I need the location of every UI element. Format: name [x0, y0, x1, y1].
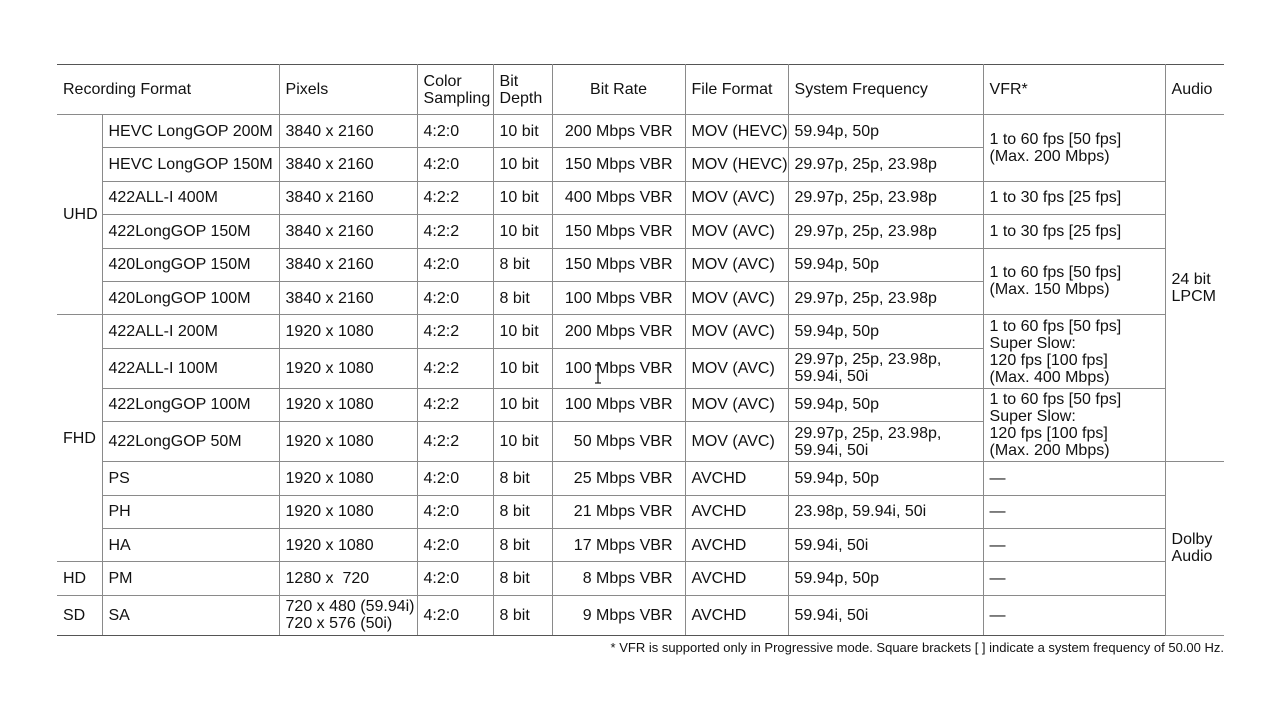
file-cell: MOV (AVC) — [685, 422, 788, 462]
sampling-cell: 4:2:2 — [417, 315, 493, 348]
file-cell: MOV (AVC) — [685, 388, 788, 421]
format-cell: 422ALL-I 400M — [102, 181, 279, 214]
depth-cell: 10 bit — [493, 388, 552, 421]
sampling-cell: 4:2:2 — [417, 348, 493, 388]
freq-cell: 29.97p, 25p, 23.98p, 59.94i, 50i — [788, 348, 983, 388]
freq-cell: 59.94p, 50p — [788, 388, 983, 421]
file-cell: MOV (AVC) — [685, 281, 788, 314]
rate-cell: 21 Mbps VBR — [552, 495, 685, 528]
file-cell: MOV (HEVC) — [685, 148, 788, 181]
rate-cell: 200 Mbps VBR — [552, 115, 685, 148]
audio-cell-dolby: Dolby Audio — [1165, 462, 1224, 636]
file-cell: MOV (AVC) — [685, 181, 788, 214]
file-cell: AVCHD — [685, 562, 788, 595]
vfr-cell: — — [983, 528, 1165, 561]
table-row — [57, 495, 1224, 528]
rate-cell: 17 Mbps VBR — [552, 528, 685, 561]
table-row — [57, 528, 1224, 561]
pixels-cell: 1920 x 1080 — [279, 388, 417, 421]
freq-cell: 59.94p, 50p — [788, 462, 983, 495]
depth-cell: 10 bit — [493, 422, 552, 462]
format-cell: HEVC LongGOP 150M — [102, 148, 279, 181]
freq-cell: 23.98p, 59.94i, 50i — [788, 495, 983, 528]
freq-cell: 59.94p, 50p — [788, 562, 983, 595]
depth-cell: 10 bit — [493, 315, 552, 348]
freq-cell: 29.97p, 25p, 23.98p — [788, 281, 983, 314]
table-row — [57, 115, 1224, 148]
header-system-frequency: System Frequency — [788, 65, 983, 115]
audio-cell-lpcm: 24 bit LPCM — [1165, 115, 1224, 462]
file-cell: AVCHD — [685, 495, 788, 528]
table-row — [57, 248, 1224, 281]
format-cell: 422ALL-I 100M — [102, 348, 279, 388]
sampling-cell: 4:2:0 — [417, 248, 493, 281]
depth-cell: 8 bit — [493, 562, 552, 595]
depth-cell: 8 bit — [493, 495, 552, 528]
depth-cell: 10 bit — [493, 215, 552, 248]
header-bit-depth: Bit Depth — [493, 65, 552, 115]
vfr-footnote: * VFR is supported only in Progressive mode. Square brackets [ ] indicate a system frequency of 50.00 Hz. — [610, 640, 1224, 655]
group-label-hd: HD — [57, 562, 102, 595]
vfr-cell: 1 to 60 fps [50 fps] (Max. 150 Mbps) — [983, 248, 1165, 315]
freq-cell: 59.94p, 50p — [788, 115, 983, 148]
header-audio: Audio — [1165, 65, 1224, 115]
format-cell: 420LongGOP 150M — [102, 248, 279, 281]
group-label-uhd: UHD — [57, 115, 102, 315]
sampling-cell: 4:2:2 — [417, 215, 493, 248]
file-cell: MOV (AVC) — [685, 215, 788, 248]
rate-cell: 25 Mbps VBR — [552, 462, 685, 495]
sampling-cell: 4:2:2 — [417, 388, 493, 421]
header-recording-format: Recording Format — [57, 65, 279, 115]
format-cell: PS — [102, 462, 279, 495]
sampling-cell: 4:2:0 — [417, 462, 493, 495]
pixels-cell: 1920 x 1080 — [279, 528, 417, 561]
file-cell: AVCHD — [685, 462, 788, 495]
pixels-cell: 3840 x 2160 — [279, 281, 417, 314]
format-cell: SA — [102, 595, 279, 635]
vfr-cell: — — [983, 595, 1165, 635]
freq-cell: 29.97p, 25p, 23.98p — [788, 181, 983, 214]
format-cell: PH — [102, 495, 279, 528]
format-cell: 420LongGOP 100M — [102, 281, 279, 314]
file-cell: AVCHD — [685, 528, 788, 561]
pixels-cell: 1920 x 1080 — [279, 348, 417, 388]
rate-cell: 8 Mbps VBR — [552, 562, 685, 595]
vfr-cell: 1 to 30 fps [25 fps] — [983, 215, 1165, 248]
vfr-cell: 1 to 30 fps [25 fps] — [983, 181, 1165, 214]
file-cell: AVCHD — [685, 595, 788, 635]
depth-cell: 8 bit — [493, 281, 552, 314]
depth-cell: 8 bit — [493, 595, 552, 635]
table-row — [57, 595, 1224, 635]
file-cell: MOV (AVC) — [685, 248, 788, 281]
vfr-cell: 1 to 60 fps [50 fps] Super Slow: 120 fps [100 fps] (Max. 200 Mbps) — [983, 388, 1165, 461]
header-color-sampling: Color Sampling — [417, 65, 493, 115]
rate-cell: 100 Mbps VBR — [552, 388, 685, 421]
freq-cell: 29.97p, 25p, 23.98p — [788, 148, 983, 181]
vfr-cell: — — [983, 462, 1165, 495]
text-cursor-icon — [594, 364, 602, 384]
rate-cell: 200 Mbps VBR — [552, 315, 685, 348]
format-cell: 422LongGOP 100M — [102, 388, 279, 421]
rate-cell: 50 Mbps VBR — [552, 422, 685, 462]
sampling-cell: 4:2:0 — [417, 281, 493, 314]
rate-cell: 100 Mbps VBR — [552, 281, 685, 314]
rate-cell: 400 Mbps VBR — [552, 181, 685, 214]
pixels-cell: 3840 x 2160 — [279, 148, 417, 181]
sampling-cell: 4:2:2 — [417, 181, 493, 214]
depth-cell: 10 bit — [493, 148, 552, 181]
sampling-cell: 4:2:2 — [417, 422, 493, 462]
recording-format-table — [57, 64, 1224, 636]
depth-cell: 10 bit — [493, 115, 552, 148]
group-label-sd: SD — [57, 595, 102, 635]
table-row — [57, 562, 1224, 595]
depth-cell: 10 bit — [493, 348, 552, 388]
sampling-cell: 4:2:0 — [417, 595, 493, 635]
header-pixels: Pixels — [279, 65, 417, 115]
freq-cell: 29.97p, 25p, 23.98p — [788, 215, 983, 248]
sampling-cell: 4:2:0 — [417, 495, 493, 528]
pixels-cell: 3840 x 2160 — [279, 181, 417, 214]
pixels-cell: 1280 x 720 — [279, 562, 417, 595]
sampling-cell: 4:2:0 — [417, 115, 493, 148]
format-cell: HEVC LongGOP 200M — [102, 115, 279, 148]
format-cell: 422ALL-I 200M — [102, 315, 279, 348]
vfr-cell: — — [983, 495, 1165, 528]
pixels-cell: 720 x 480 (59.94i) 720 x 576 (50i) — [279, 595, 417, 635]
pixels-cell: 3840 x 2160 — [279, 115, 417, 148]
header-file-format: File Format — [685, 65, 788, 115]
file-cell: MOV (HEVC) — [685, 115, 788, 148]
table-row — [57, 388, 1224, 421]
pixels-cell: 1920 x 1080 — [279, 422, 417, 462]
sampling-cell: 4:2:0 — [417, 148, 493, 181]
table-row — [57, 315, 1224, 348]
table-row — [57, 181, 1224, 214]
sampling-cell: 4:2:0 — [417, 528, 493, 561]
depth-cell: 8 bit — [493, 248, 552, 281]
freq-cell: 29.97p, 25p, 23.98p, 59.94i, 50i — [788, 422, 983, 462]
table-row — [57, 215, 1224, 248]
format-cell: 422LongGOP 50M — [102, 422, 279, 462]
rate-cell: 9 Mbps VBR — [552, 595, 685, 635]
file-cell: MOV (AVC) — [685, 348, 788, 388]
sampling-cell: 4:2:0 — [417, 562, 493, 595]
table-row — [57, 462, 1224, 495]
group-label-fhd: FHD — [57, 315, 102, 562]
format-cell: HA — [102, 528, 279, 561]
depth-cell: 8 bit — [493, 462, 552, 495]
freq-cell: 59.94p, 50p — [788, 248, 983, 281]
vfr-cell: — — [983, 562, 1165, 595]
depth-cell: 8 bit — [493, 528, 552, 561]
rate-cell: 150 Mbps VBR — [552, 148, 685, 181]
table-header-row — [57, 65, 1224, 115]
rate-cell: 150 Mbps VBR — [552, 248, 685, 281]
format-cell: 422LongGOP 150M — [102, 215, 279, 248]
depth-cell: 10 bit — [493, 181, 552, 214]
vfr-cell: 1 to 60 fps [50 fps] Super Slow: 120 fps [100 fps] (Max. 400 Mbps) — [983, 315, 1165, 388]
freq-cell: 59.94i, 50i — [788, 595, 983, 635]
vfr-cell: 1 to 60 fps [50 fps] (Max. 200 Mbps) — [983, 115, 1165, 182]
rate-cell: 150 Mbps VBR — [552, 215, 685, 248]
header-vfr: VFR* — [983, 65, 1165, 115]
file-cell: MOV (AVC) — [685, 315, 788, 348]
pixels-cell: 3840 x 2160 — [279, 248, 417, 281]
pixels-cell: 1920 x 1080 — [279, 495, 417, 528]
freq-cell: 59.94i, 50i — [788, 528, 983, 561]
pixels-cell: 1920 x 1080 — [279, 315, 417, 348]
format-cell: PM — [102, 562, 279, 595]
rate-cell: 100 Mbps VBR — [552, 348, 685, 388]
pixels-cell: 1920 x 1080 — [279, 462, 417, 495]
freq-cell: 59.94p, 50p — [788, 315, 983, 348]
header-bit-rate: Bit Rate — [552, 65, 685, 115]
pixels-cell: 3840 x 2160 — [279, 215, 417, 248]
